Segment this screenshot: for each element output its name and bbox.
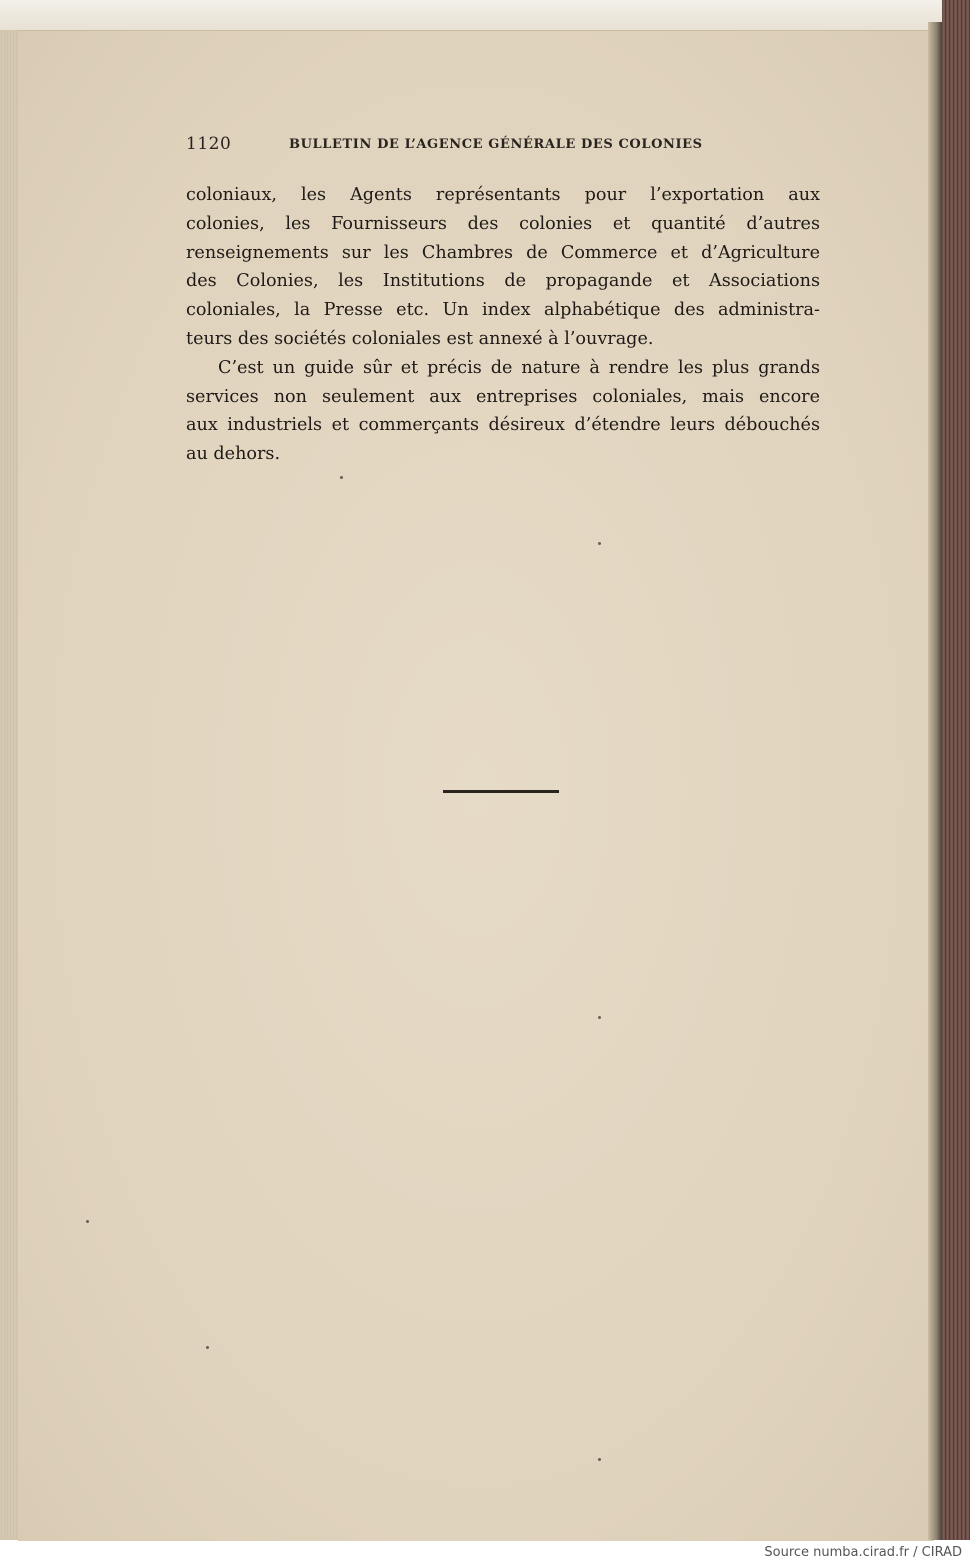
paper-speck	[598, 542, 601, 545]
text-line: C’est un guide sûr et précis de nature à rendre les plus grands	[218, 357, 820, 378]
source-credit: Source numba.cirad.fr / CIRAD	[764, 1545, 962, 1560]
section-divider-rule	[443, 790, 559, 793]
text-line: colonies, les Fournisseurs des colonies et quantité d’autres	[186, 213, 820, 234]
paper-speck	[206, 1346, 209, 1349]
text-line: des Colonies, les Institutions de propagande et Associations	[186, 271, 820, 292]
book-right-edge	[942, 0, 970, 1540]
body-text	[186, 181, 820, 469]
paragraph-2	[186, 354, 820, 469]
book-gutter	[928, 22, 942, 1540]
text-line: coloniales, la Presse etc. Un index alphabétique des administra-	[186, 300, 820, 321]
paper-speck	[598, 1016, 601, 1019]
text-line: teurs des sociétés coloniales est annexé à l’ouvrage.	[186, 328, 654, 349]
text-line: renseignements sur les Chambres de Commerce et d’Agriculture	[186, 242, 820, 263]
book-top-edge	[0, 0, 970, 30]
text-line: services non seulement aux entreprises coloniales, mais encore	[186, 386, 820, 407]
text-line: coloniaux, les Agents représentants pour l’exportation aux	[186, 185, 820, 205]
paper-speck	[598, 1458, 601, 1461]
running-head: BULLETIN DE L’AGENCE GÉNÉRALE DES COLONIES	[289, 137, 703, 152]
paper-speck	[340, 476, 343, 479]
page-number: 1120	[186, 134, 232, 154]
text-line: au dehors.	[186, 444, 281, 465]
text-line: aux industriels et commerçants désireux d’étendre leurs débouchés	[186, 415, 820, 436]
paper-speck	[86, 1220, 89, 1223]
paragraph-1	[186, 181, 820, 354]
page-header	[186, 134, 826, 158]
